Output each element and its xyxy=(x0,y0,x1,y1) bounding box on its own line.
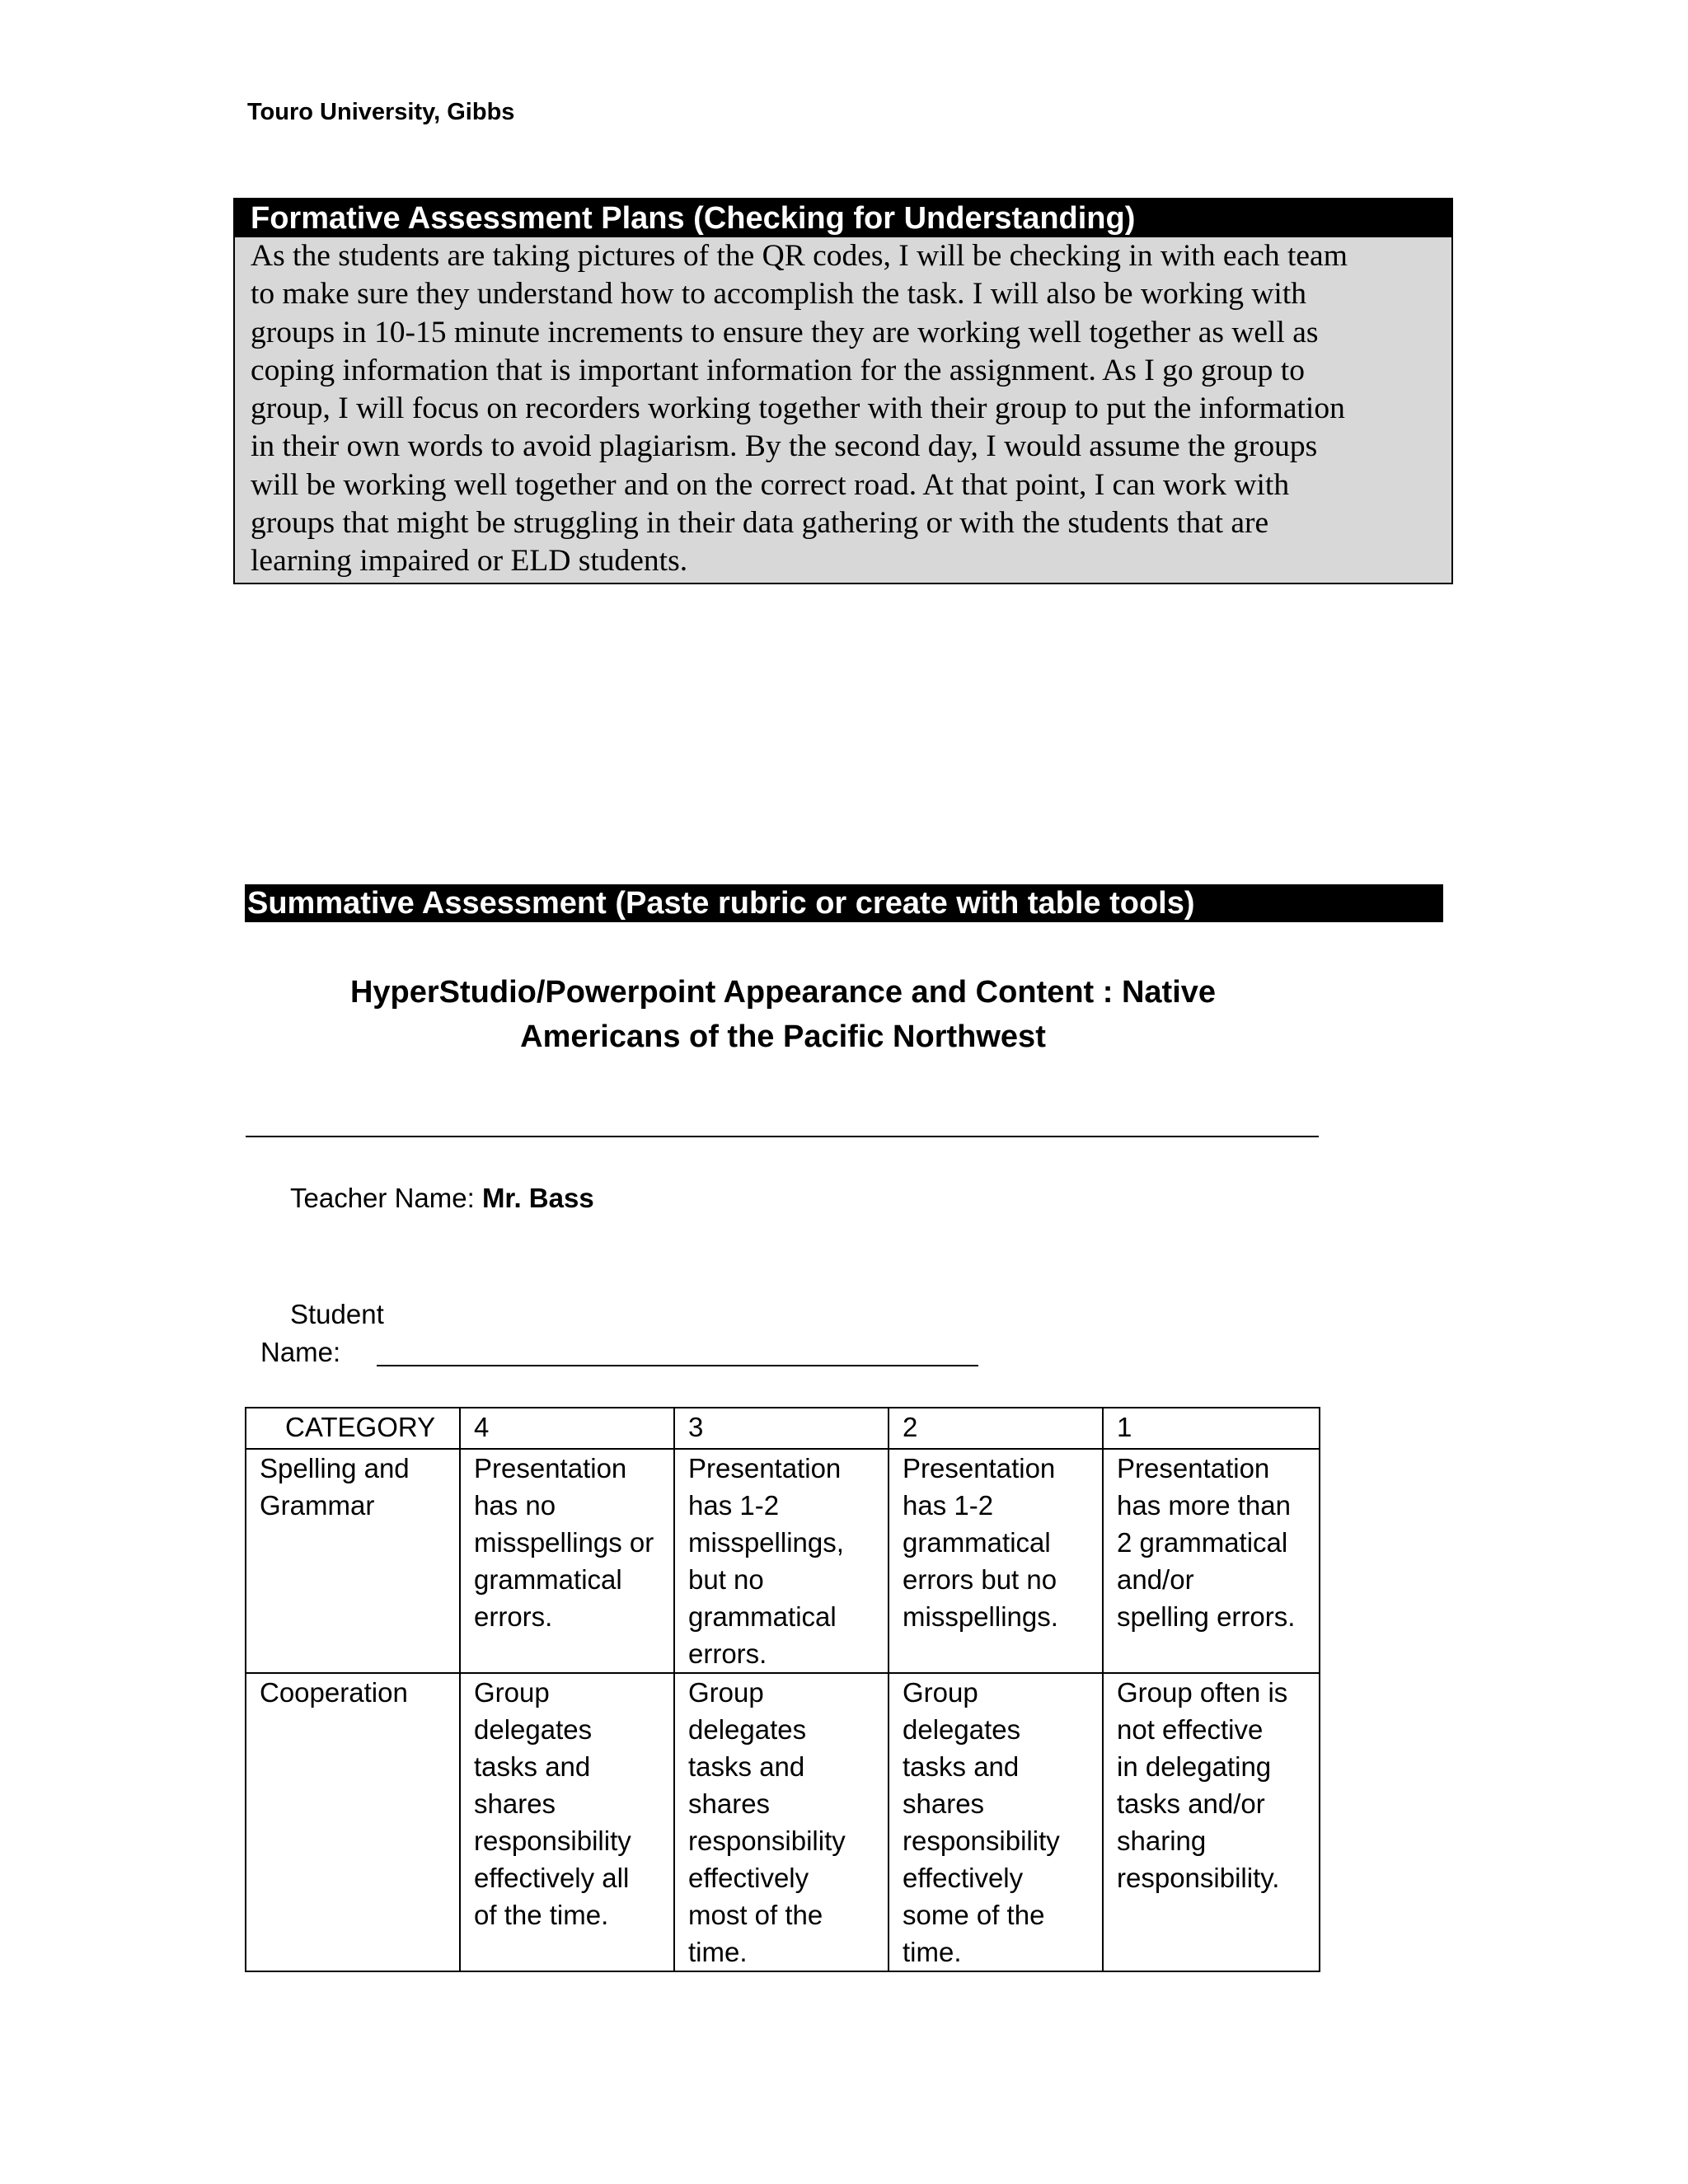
cell-text: Group delegates tasks and shares responsibility effectively most of the time. xyxy=(688,1677,846,1967)
table-cell xyxy=(889,1449,1103,1673)
table-cell xyxy=(460,1673,674,1971)
formative-assessment-body: As the students are taking pictures of the QR codes, I will be checking in with each team to make sure they understand how to accomplish the task. I will also be working with groups in 10-15 minute increments to ensure they are working well together as well as coping information that is important information for the assignment. As I go group to group, I will focus on recorders working together with their group to put the information in their own words to avoid plagiarism. By the second day, I would assume the groups will be working well together and on the correct road. At that point, I can work with groups that might be struggling in their data gathering or with the students that are learning impaired or ELD students. xyxy=(251,239,1348,579)
cell-text: Presentation has 1-2 grammatical errors but no misspellings. xyxy=(903,1453,1058,1632)
teacher-name-value: Mr. Bass xyxy=(481,1183,594,1213)
table-cell xyxy=(674,1449,889,1673)
table-row xyxy=(246,1673,1320,1971)
column-header-1: 1 xyxy=(1103,1408,1320,1449)
row-category: Cooperation xyxy=(260,1677,408,1708)
table-cell xyxy=(674,1673,889,1971)
column-header-4: 4 xyxy=(460,1408,674,1449)
cell-text: Presentation has 1-2 misspellings, but no grammatical errors. xyxy=(688,1453,844,1669)
rubric-table xyxy=(245,1407,1320,1972)
column-header-category: CATEGORY xyxy=(246,1408,460,1449)
teacher-name-label: Teacher Name: xyxy=(290,1183,482,1213)
formative-assessment-title: Formative Assessment Plans (Checking for Understanding) xyxy=(235,199,1451,237)
cell-text: Group delegates tasks and shares responsibility effectively some of the time. xyxy=(903,1677,1060,1967)
table-cell xyxy=(1103,1673,1320,1971)
formative-assessment-box xyxy=(233,198,1453,584)
table-cell xyxy=(1103,1449,1320,1673)
rubric-header-row xyxy=(246,1408,1320,1449)
row-category: Spelling and Grammar xyxy=(260,1453,410,1521)
student-name-label-line1: Student xyxy=(290,1299,384,1329)
summative-assessment-title: Summative Assessment (Paste rubric or create with table tools) xyxy=(245,884,1443,922)
column-header-3: 3 xyxy=(674,1408,889,1449)
student-name-blank xyxy=(377,1365,978,1366)
cell-text: Presentation has more than 2 grammatical and/or spelling errors. xyxy=(1117,1453,1296,1632)
table-row xyxy=(246,1449,1320,1673)
document-header: Touro University, Gibbs xyxy=(247,99,515,125)
cell-text: Group delegates tasks and shares responsibility effectively all of the time. xyxy=(474,1677,631,1930)
table-cell xyxy=(460,1449,674,1673)
title-divider xyxy=(246,1136,1319,1137)
table-cell xyxy=(889,1673,1103,1971)
cell-text: Presentation has no misspellings or grammatical errors. xyxy=(474,1453,654,1632)
table-cell xyxy=(246,1449,460,1673)
cell-text: Group often is not effective in delegating tasks and/or sharing responsibility. xyxy=(1117,1677,1288,1893)
rubric-title: HyperStudio/Powerpoint Appearance and Content : Native Americans of the Pacific Northwest xyxy=(349,975,1217,1054)
teacher-name-line xyxy=(290,1180,594,1216)
student-name-label-line2: Name: xyxy=(260,1337,341,1367)
column-header-2: 2 xyxy=(889,1408,1103,1449)
table-cell xyxy=(246,1673,460,1971)
